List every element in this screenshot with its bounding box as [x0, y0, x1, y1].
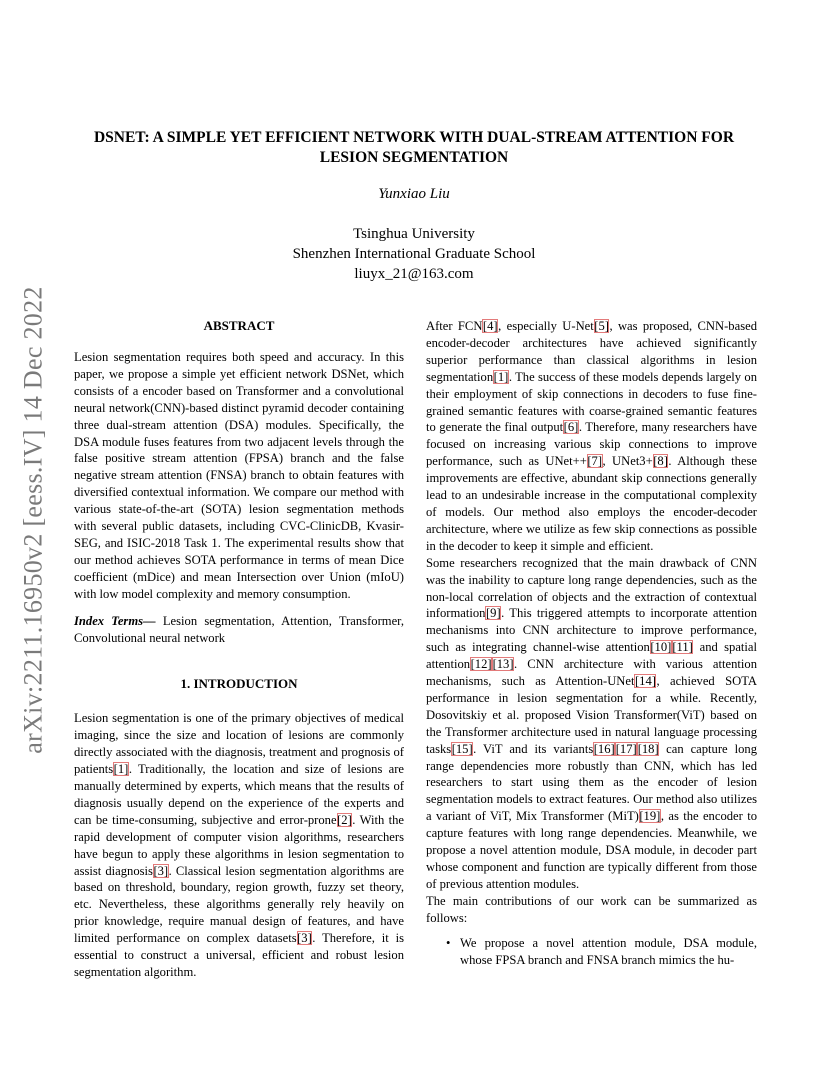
body-text: , achieved SOTA performance in lesion segmentation for a while. Recently, Dosovitskiy et al. proposed Vision Transformer(ViT) based on the Transformer architecture used in natural language processing tasks — [426, 674, 757, 756]
arxiv-id-text[interactable]: arXiv:2211.16950v2 [eess.IV] 14 Dec 2022 — [19, 286, 49, 754]
citation-link[interactable]: [7] — [587, 454, 603, 469]
citation-link[interactable]: [12] — [470, 657, 492, 672]
citation-link[interactable]: [2] — [337, 812, 352, 827]
body-text: Some researchers recognized that the main drawback of CNN was the inability to capture long range dependencies, such as the non-local correlation of objects and the extraction of contextual information — [426, 555, 757, 621]
citation-link[interactable]: [11] — [672, 640, 693, 655]
arxiv-watermark — [6, 280, 62, 760]
index-terms-text: Lesion segmentation, Attention, Transformer, Convolutional neural network — [74, 613, 404, 645]
citation-link[interactable]: [14] — [634, 674, 656, 689]
intro-text: . Therefore, it is essential to construct a universal, efficient and robust lesion segmentation algorithm. — [74, 931, 404, 979]
index-terms — [74, 613, 404, 647]
citation-link[interactable]: [17] — [615, 741, 637, 756]
abstract-heading: ABSTRACT — [203, 318, 275, 333]
title-line-2: LESION SEGMENTATION — [319, 149, 509, 166]
index-terms-label: Index Terms— — [74, 613, 156, 628]
body-paragraph-2 — [426, 555, 757, 893]
affiliation-school: Shenzhen International Graduate School — [292, 246, 536, 262]
body-text: . This triggered attempts to incorporate attention mechanisms into CNN architecture to improve performance, such as integrating channel-wise attention — [426, 606, 757, 655]
introduction-heading: 1. INTRODUCTION — [180, 676, 298, 692]
affiliation — [72, 224, 756, 284]
citation-link[interactable]: [5] — [594, 319, 609, 333]
citation-link[interactable]: [13] — [492, 657, 514, 672]
citation-link[interactable]: [18] — [637, 741, 659, 756]
body-text: After FCN — [426, 319, 483, 333]
citation-link[interactable]: [4] — [482, 319, 498, 333]
body-text: , was proposed, CNN-based encoder-decoder architectures have achieved significantly superior performance than classical algorithms in lesion segmentation — [426, 319, 757, 384]
paper-title — [72, 128, 756, 168]
citation-link[interactable]: [3] — [153, 863, 169, 878]
body-text: can capture long range dependencies more robustly than CNN, which has led researchers to start using them as the encoder of lesion segmentation models to extract features. Our method also utilizes a variant of ViT, Mix Transformer (MiT) — [426, 741, 757, 824]
abstract-text: Lesion segmentation requires both speed and accuracy. In this paper, we propose a simple yet efficient network DSNet, which consists of a encoder based on Transformer and a convolutional neural network(CNN)-based distinct pyramid decoder containing three dual-stream attention (DSA) modules. Specifically, the DSA module fuses features from two adjacent levels through the false positive stream attention (FPSA) branch and the false negative stream attention (FNSA) branch to obtain features with diversified contextual information. We compare our method with various state-of-the-art (SOTA) lesion segmentation methods with several public datasets, including CVC-ClinicDB, Kvasir-SEG, and ISIC-2018 Task 1. The experimental results show that our method achieves SOTA performance in terms of mean Dice coefficient (mDice) and mean Intersection over Union (mIoU) with low model complexity and memory consumption. — [74, 350, 404, 601]
citation-link[interactable]: [1] — [113, 762, 129, 777]
citation-link[interactable]: [9] — [485, 606, 501, 621]
bullet-dot-icon: • — [446, 935, 451, 950]
contribution-text: We propose a novel attention module, DSA module, whose FPSA branch and FNSA branch mimics the hu- — [460, 935, 757, 967]
body-text: . Therefore, many researchers have focused on increasing various skip connections to improve performance, such as UNet++ — [426, 420, 757, 469]
intro-text: . Traditionally, the location and size of lesions are manually determined by experts, which means that the results of diagnosis usually depend on the experience of the experts and can be time-consuming, subjective and error-prone — [74, 762, 404, 827]
affiliation-email: liuyx_21@163.com — [354, 266, 474, 282]
right-column — [426, 318, 757, 968]
body-text: . CNN architecture with various attention mechanisms, such as Attention-UNet — [426, 657, 757, 689]
intro-paragraph — [74, 710, 404, 981]
body-text: . Although these improvements are effective, abundant skip connections generally lead to an undesirable increase in the computational complexity of models. Our method also employs the encoder-decoder architecture, where we utilize as few skip connections as possible in the decoder to keep it simple and efficient. — [426, 454, 757, 553]
body-paragraph-3: The main contributions of our work can be summarized as follows: — [426, 893, 757, 925]
citation-link[interactable]: [10] — [650, 640, 672, 655]
citation-link[interactable]: [8] — [653, 454, 668, 469]
citation-link[interactable]: [16] — [593, 741, 615, 756]
body-text: , especially U-Net — [498, 319, 594, 333]
author-name: Yunxiao Liu — [378, 186, 450, 202]
body-text: . ViT and its variants — [473, 741, 594, 756]
title-line-1: DSNET: A SIMPLE YET EFFICIENT NETWORK WITH DUAL-STREAM ATTENTION FOR — [93, 129, 735, 146]
citation-link[interactable]: [1] — [493, 369, 509, 384]
body-text: , as the encoder to capture features with long range dependencies. Meanwhile, we propose a novel attention module, DSA module, in decoder part whose component and function are typically different from those of previous attention modules. — [426, 809, 757, 891]
body-text: . The success of these models depends largely on their employment of skip connections in decoders to fuse fine-grained semantic features with coarse-grained semantic features to generate the final output — [426, 369, 757, 435]
intro-text: . With the rapid development of computer vision algorithms, researchers have begun to apply these algorithms in lesion segmentation to assist diagnosis — [74, 812, 405, 878]
affiliation-university: Tsinghua University — [353, 226, 475, 242]
intro-text: . Classical lesion segmentation algorithms are based on threshold, boundary, region growth, fuzzy set theory, etc. Nevertheless, these algorithms generally rely heavily on prior knowledge, require manual design of features, and have limited performance on complex datasets — [74, 863, 404, 946]
body-text: , UNet3+ — [602, 454, 653, 469]
contribution-list-item — [426, 935, 757, 969]
intro-text: Lesion segmentation is one of the primary objectives of medical imaging, since the size and location of lesions are commonly directly associated with the diagnosis, treatment and prognosis of patients — [74, 711, 404, 777]
citation-link[interactable]: [19] — [639, 809, 661, 824]
citation-link[interactable]: [15] — [451, 741, 473, 756]
left-column — [74, 318, 404, 981]
body-paragraph-1 — [426, 318, 757, 555]
citation-link[interactable]: [3] — [297, 931, 312, 946]
body-text: and spatial attention — [426, 640, 758, 672]
citation-link[interactable]: [6] — [563, 420, 579, 435]
